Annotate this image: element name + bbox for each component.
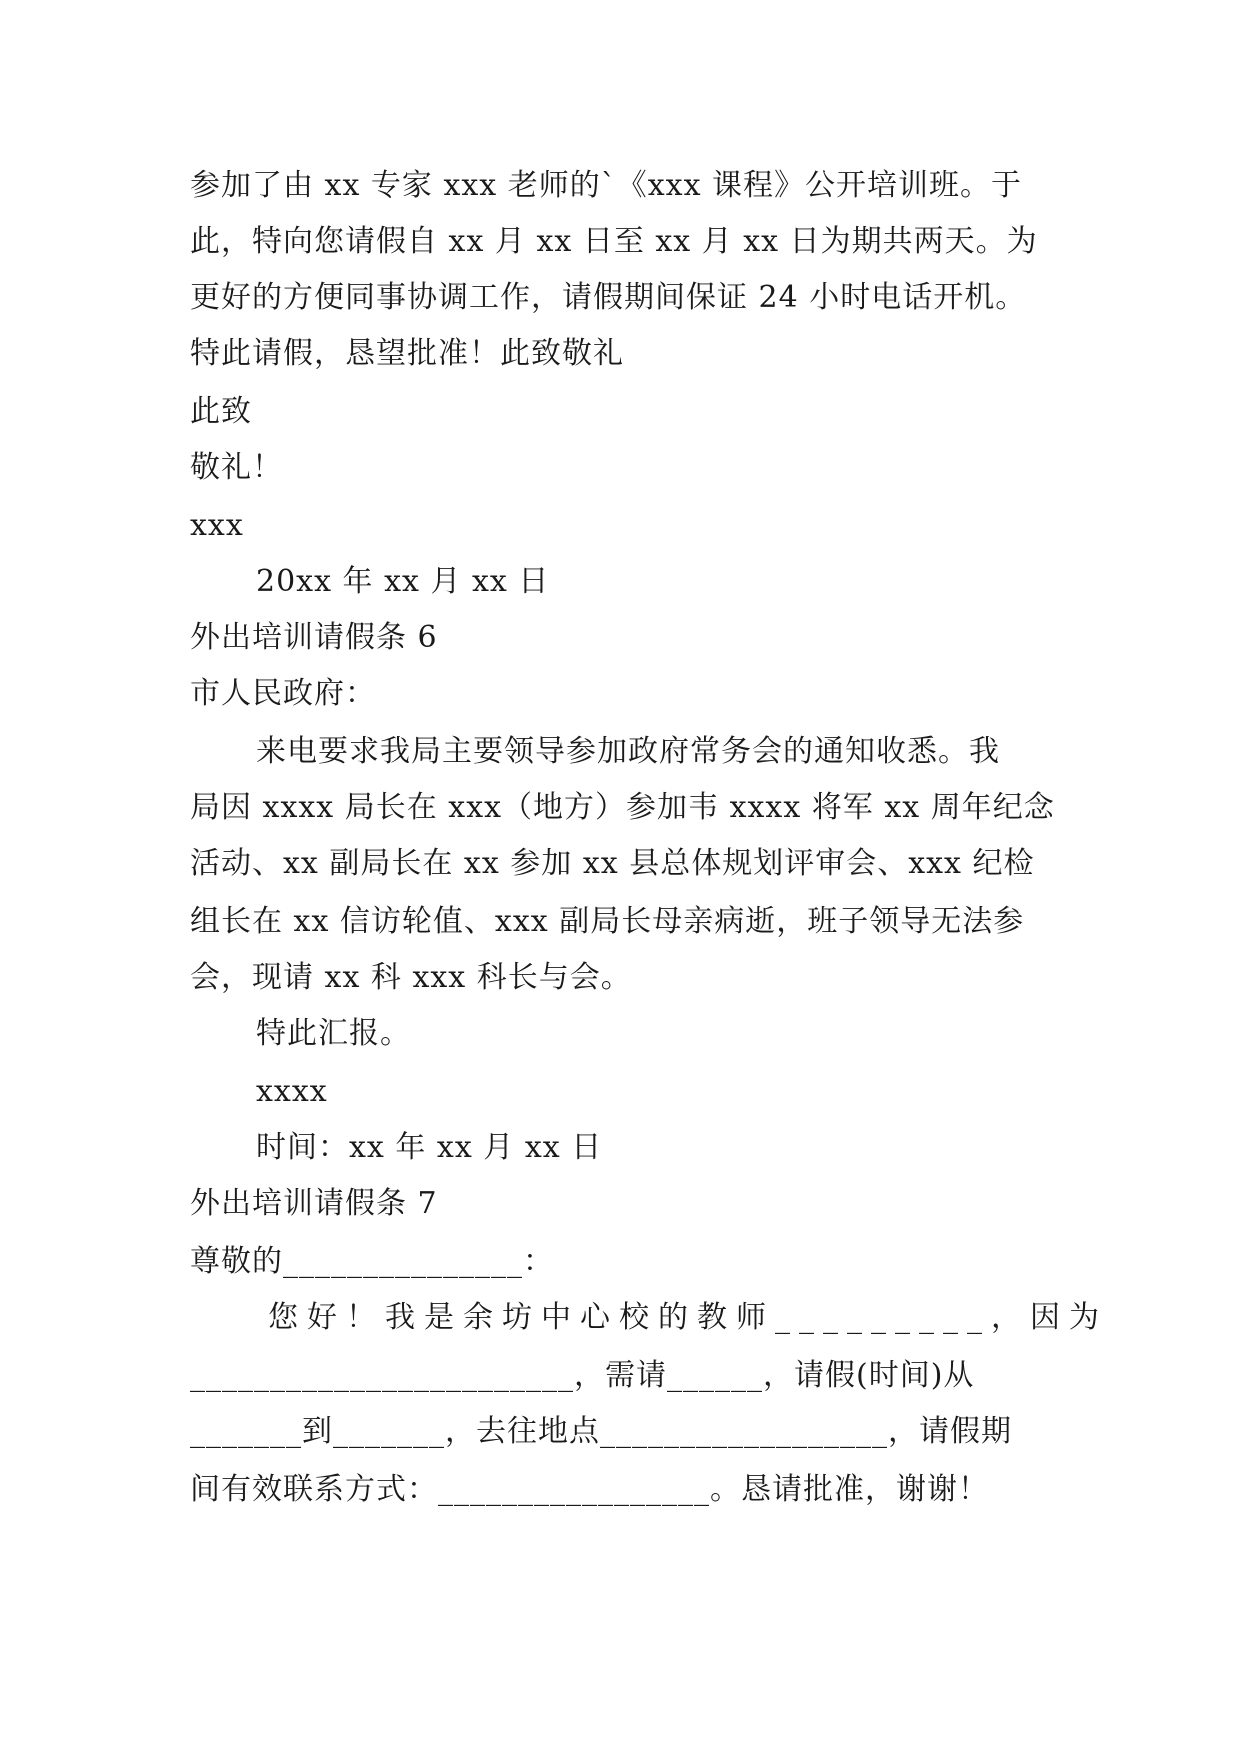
paragraph-line: 更好的方便同事协调工作，请假期间保证 24 小时电话开机。 [190,280,1027,315]
closing-line: 特此汇报。 [256,1016,411,1051]
closing-line: 此致 [190,394,252,429]
paragraph-line: 您好！我是余坊中心校的教师_________，因为 [268,1300,1108,1335]
paragraph-line: ________________________，需请______，请假(时间)从 [190,1358,975,1393]
signature-date: 时间：xx 年 xx 月 xx 日 [256,1130,603,1165]
paragraph-line: 间有效联系方式：_________________。恳请批准，谢谢！ [190,1472,989,1507]
paragraph-line: _______到_______，去往地点__________________，请假期 [190,1414,1012,1449]
paragraph-line: 参加了由 xx 专家 xxx 老师的`《xxx 课程》公开培训班。于 [190,168,1023,203]
paragraph-line: 会，现请 xx 科 xxx 科长与会。 [190,960,632,995]
paragraph-line: 活动、xx 副局长在 xx 参加 xx 县总体规划评审会、xxx 纪检 [190,846,1035,881]
signature-name: xxxx [256,1074,328,1109]
salutation: 市人民政府： [190,676,376,711]
section-heading: 外出培训请假条 7 [190,1186,438,1221]
closing-line: 敬礼！ [190,450,283,485]
signature-name: xxx [190,508,244,543]
signature-date: 20xx 年 xx 月 xx 日 [256,564,550,599]
paragraph-line: 此，特向您请假自 xx 月 xx 日至 xx 月 xx 日为期共两天。为 [190,224,1038,259]
salutation: 尊敬的_______________： [190,1244,554,1279]
paragraph-line: 特此请假，恳望批准！此致敬礼 [190,336,624,371]
paragraph-line: 组长在 xx 信访轮值、xxx 副局长母亲病逝，班子领导无法参 [190,904,1025,939]
paragraph-line: 局因 xxxx 局长在 xxx（地方）参加韦 xxxx 将军 xx 周年纪念 [190,790,1055,825]
paragraph-line: 来电要求我局主要领导参加政府常务会的通知收悉。我 [256,734,1000,769]
section-heading: 外出培训请假条 6 [190,620,438,655]
